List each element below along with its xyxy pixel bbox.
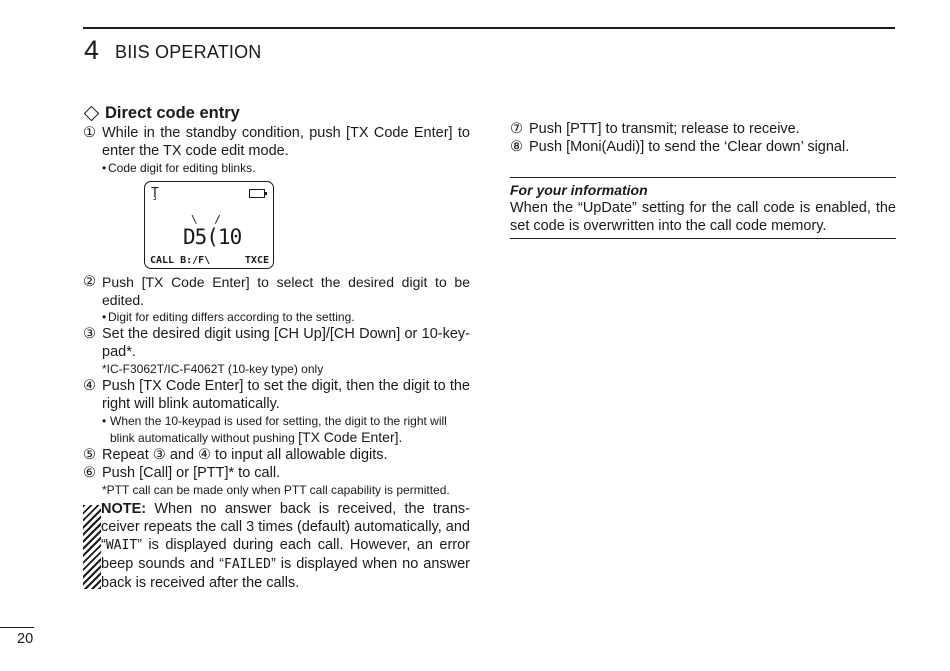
battery-icon bbox=[249, 189, 265, 198]
step-5 bbox=[83, 446, 470, 464]
lcd-display bbox=[144, 181, 274, 269]
step-text: While in the standby condition, push [TX Code Enter] to enter the TX code edit mode. bbox=[102, 125, 470, 159]
step-8 bbox=[510, 138, 896, 156]
info-body: When the “UpDate” setting for the call code is enabled, the set code is overwritten into the call code memory. bbox=[510, 200, 896, 234]
step-text: Push [Moni(Audi)] to send the ‘Clear down’ signal. bbox=[529, 139, 850, 155]
note-block bbox=[83, 500, 470, 592]
step-number: ② bbox=[83, 274, 96, 290]
lcd-illustration bbox=[144, 181, 470, 269]
lcd-failed-text: FAILED bbox=[224, 557, 271, 572]
step-2 bbox=[83, 273, 470, 309]
step-note: • Digit for editing differs according to the setting. bbox=[102, 310, 355, 324]
section-title: Direct code entry bbox=[105, 103, 240, 122]
step-note-text: When the 10-keypad is used for setting, the digit to the right will blink automatically without pushing [TX Code Enter]. bbox=[110, 414, 447, 445]
step-3 bbox=[83, 325, 470, 361]
step-footnote: *PTT call can be made only when PTT call capability is permitted. bbox=[102, 483, 450, 497]
step-1 bbox=[83, 124, 470, 160]
step-7 bbox=[510, 120, 896, 138]
step-text: Repeat ③ and ④ to input all allowable digits. bbox=[102, 447, 388, 463]
lcd-wait-text: WAIT bbox=[105, 538, 138, 553]
lcd-left-label: CALL B:/F\ bbox=[150, 255, 211, 266]
note-label: NOTE: bbox=[101, 501, 147, 517]
chapter-title: BIIS OPERATION bbox=[115, 42, 262, 62]
step-note: • Code digit for editing blinks. bbox=[102, 161, 256, 175]
step-number: ④ bbox=[83, 378, 96, 394]
right-column bbox=[510, 120, 896, 239]
step-note: • When the 10-keypad is used for setting, the digit to the right will blink automatically without pushing [TX Code Enter]. bbox=[102, 413, 470, 446]
step-6 bbox=[83, 464, 470, 482]
step-text: Push [TX Code Enter] to set the digit, then the digit to the right will blink automatically. bbox=[102, 378, 470, 412]
left-column bbox=[83, 103, 470, 592]
step-number: ⑥ bbox=[83, 465, 96, 481]
header-rule bbox=[83, 27, 895, 29]
step-note-text: Code digit for editing blinks. bbox=[108, 161, 256, 175]
chapter-number: 4 bbox=[84, 35, 100, 65]
lcd-right-label: TXCE bbox=[244, 255, 269, 266]
step-text: Push [TX Code Enter] to select the desired digit to be edited. bbox=[102, 274, 470, 308]
step-note-tail: [TX Code Enter]. bbox=[298, 429, 403, 445]
info-title: For your information bbox=[510, 182, 648, 198]
step-number: ⑦ bbox=[510, 121, 523, 137]
footer-rule bbox=[0, 627, 34, 628]
note-hatch-icon bbox=[83, 505, 101, 589]
note-text: NOTE: When no answer back is received, the trans-ceiver repeats the call 3 times (default) automatically, and “WAIT” is displayed during each call. However, an error beep sounds and “FAILED” is displayed when no answer back is received after the calls. bbox=[101, 501, 470, 591]
step-text: Push [PTT] to transmit; release to receive. bbox=[529, 121, 800, 137]
step-number: ⑤ bbox=[83, 447, 96, 463]
step-footnote: *IC-F3062T/IC-F4062T (10-key type) only bbox=[102, 362, 324, 376]
step-number: ① bbox=[83, 125, 96, 141]
step-text: Push [Call] or [PTT]* to call. bbox=[102, 465, 281, 481]
info-box bbox=[510, 177, 896, 239]
antenna-icon: Ţ bbox=[151, 186, 159, 201]
lcd-code-digits: D5(10 bbox=[183, 225, 242, 249]
step-number: ⑧ bbox=[510, 139, 523, 155]
page-number: 20 bbox=[17, 631, 34, 647]
step-number: ③ bbox=[83, 326, 96, 342]
step-4 bbox=[83, 377, 470, 413]
step-text: Set the desired digit using [CH Up]/[CH Down] or 10-key-pad*. bbox=[102, 326, 470, 360]
section-heading bbox=[83, 103, 470, 123]
diamond-icon bbox=[84, 105, 100, 121]
step-note-text: Digit for editing differs according to the setting. bbox=[108, 310, 355, 324]
blink-marks: \ / bbox=[191, 213, 226, 226]
